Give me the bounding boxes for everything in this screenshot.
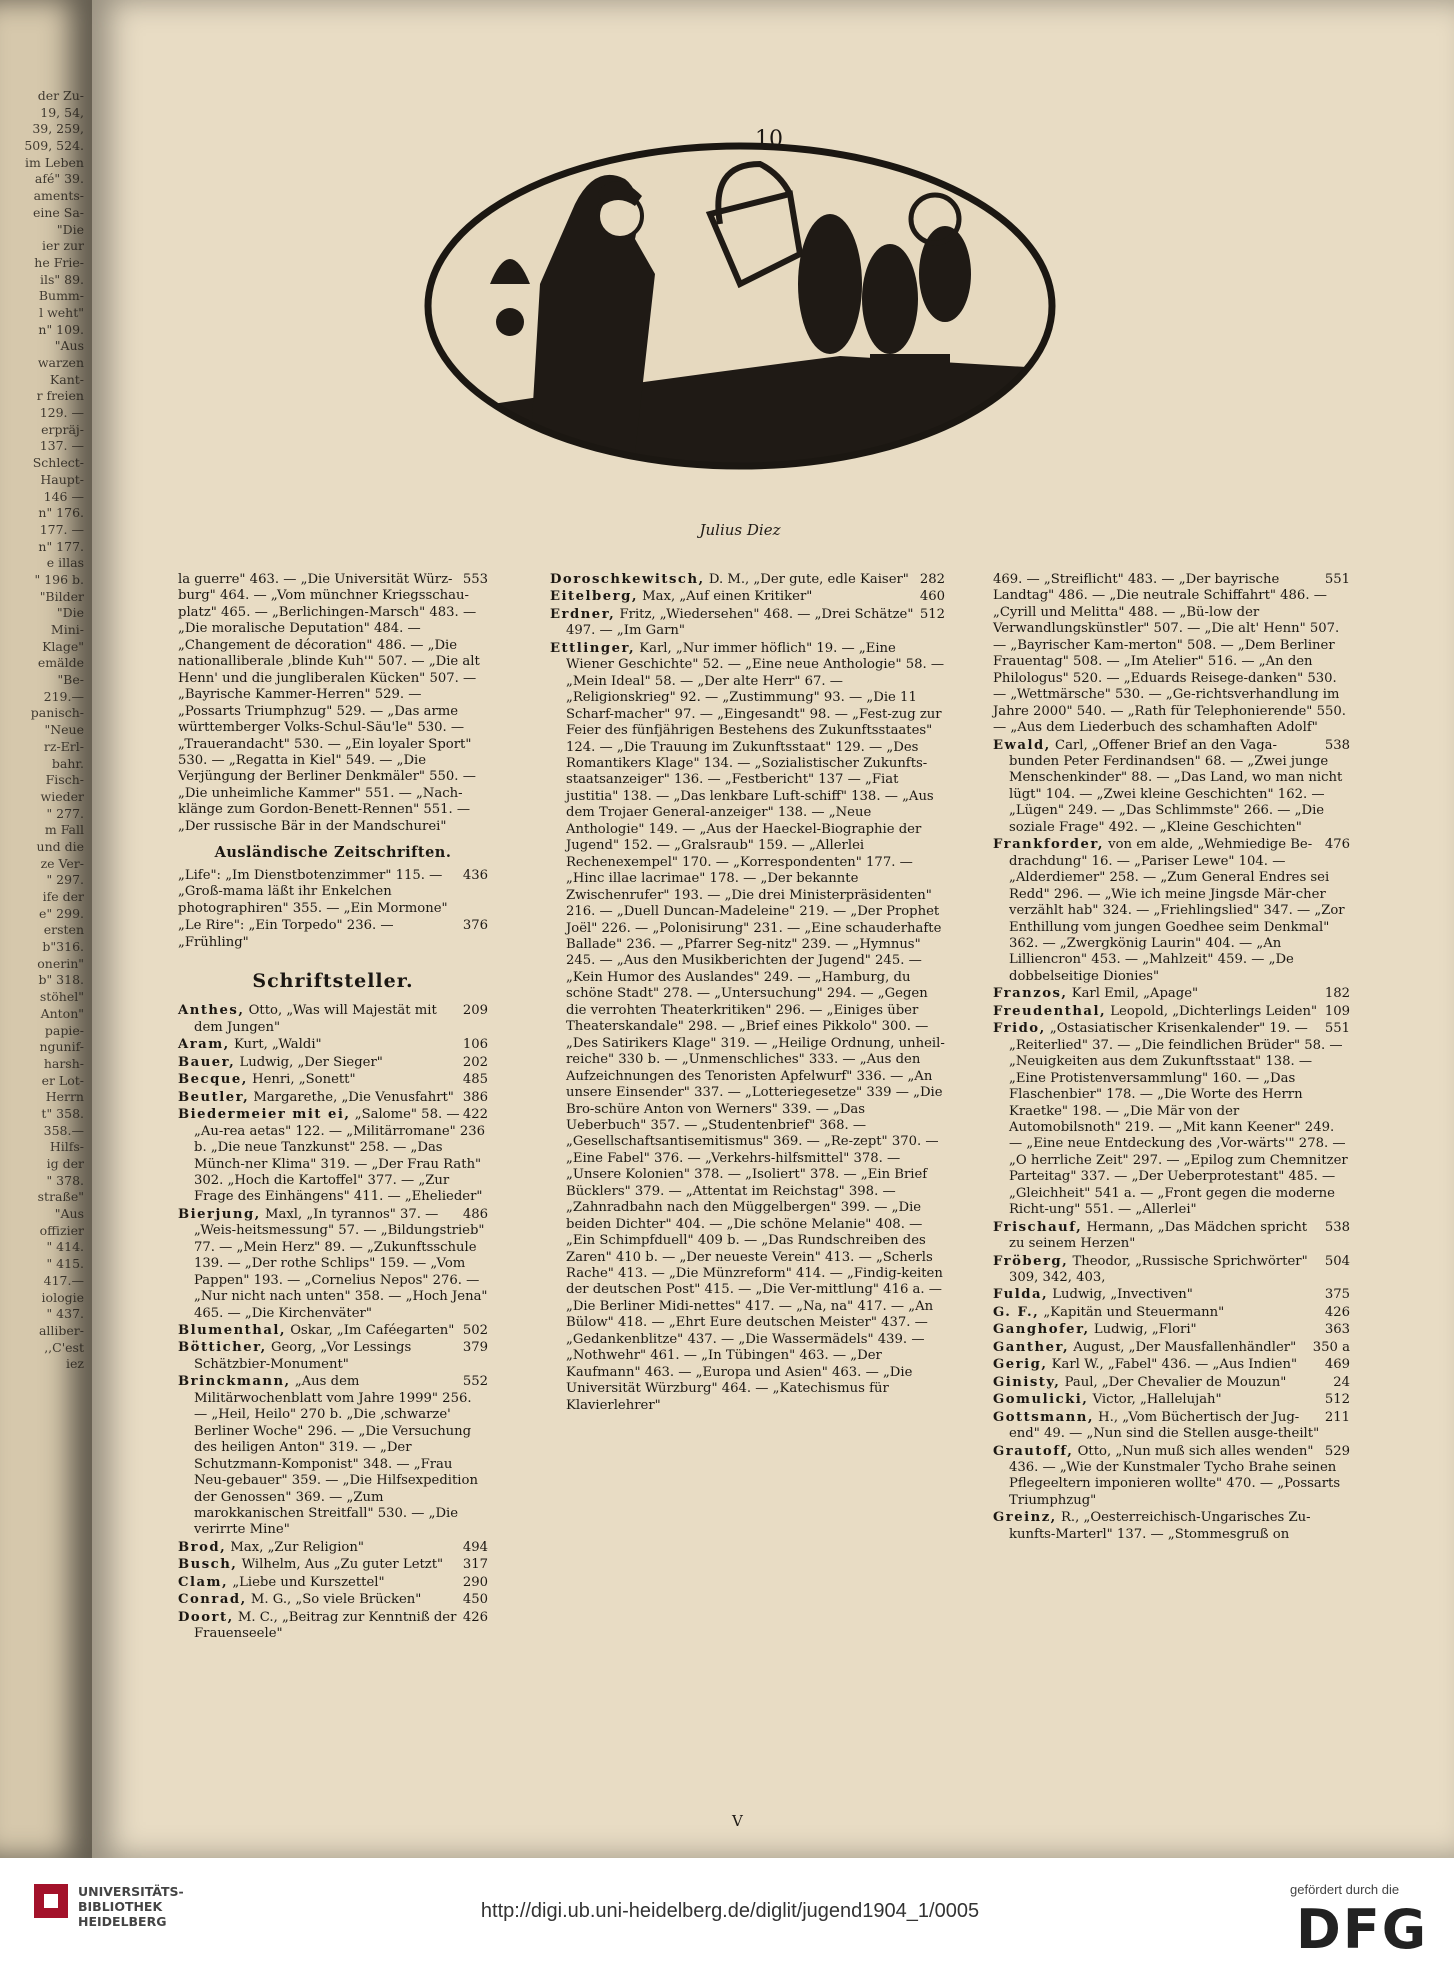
entry-author-name: Franzos, — [993, 986, 1068, 1002]
entry-page-number: 450 — [462, 1592, 488, 1608]
index-entry — [993, 1340, 1350, 1356]
entry-page-number: 538 — [1324, 1219, 1350, 1235]
entry-titles: M. G., „So viele Brücken" — [250, 1592, 422, 1608]
entry-author-name: Becque, — [178, 1072, 248, 1088]
index-entry — [178, 1610, 488, 1643]
entry-titles: Henri, „Sonett" — [252, 1072, 356, 1088]
entry-page-number: 553 — [462, 572, 488, 587]
gutter-fragment: offizier — [39, 1222, 84, 1238]
index-entry — [993, 1392, 1350, 1408]
dfg-logo: DFG — [1296, 1898, 1429, 1961]
gutter-fragment: b"316. — [42, 939, 84, 955]
index-entry — [993, 1410, 1350, 1443]
entry-titles: Leopold, „Dichterlings Leiden" — [1110, 1003, 1318, 1019]
entry-titles: von em alde, „Wehmiedige Be-drachdung" 16. — „Pariser Lewe" 104. — „Alderdiemer" 258. — „Zum General Endres sei Redd" 296. — „Wie ich meine Jingsde Mär-cher verzählt hab" 324. — „Friehlingslied" 347. — „Zor Enthillung vom jungen Goedhee seim Denkmal" 362. — „Zwergkönig Laurin" 404. — „An Lilliencron" 453. — „Mahlzeit" 459. — „De dobbelseitige Dionies" — [1009, 837, 1345, 984]
gutter-fragment: he Frie- — [34, 254, 84, 270]
entry-author-name: Freudenthal, — [993, 1003, 1107, 1019]
entry-author-name: Beutler, — [178, 1089, 250, 1105]
index-entry — [993, 1021, 1350, 1218]
entry-page-number: 512 — [919, 606, 945, 622]
gutter-fragment: e" 299. — [39, 905, 84, 921]
entry-author-name: Gottsmann, — [993, 1409, 1094, 1425]
entry-author-name: G. F., — [993, 1304, 1040, 1320]
entry-titles: Otto, „Was will Majestät mit dem Jungen" — [194, 1003, 437, 1035]
gutter-fragment: ils" 89. — [39, 271, 84, 287]
section-heading-authors: Schriftsteller. — [252, 969, 414, 992]
gutter-fragment: 19, 54, — [40, 104, 84, 120]
entry-author-name: Ganghofer, — [993, 1322, 1090, 1338]
entry-author-name: Bierjung, — [178, 1206, 261, 1222]
index-entry — [178, 1003, 488, 1036]
entry-author-name: Aram, — [178, 1037, 230, 1053]
index-entry — [993, 1305, 1350, 1321]
index-entry — [178, 572, 488, 835]
gutter-fragment: 146 — — [43, 488, 84, 504]
entry-author-name: Frido, — [993, 1021, 1046, 1037]
gutter-fragment: "Aus — [54, 338, 84, 354]
entry-author-name: Grautoff, — [993, 1443, 1074, 1459]
gutter-fragment: 39, 259, — [32, 121, 84, 137]
entry-titles: Ludwig, „Der Sieger" — [239, 1054, 383, 1070]
gutter-fragment: n" 176. — [38, 505, 84, 521]
gutter-fragment: n" 109. — [38, 321, 84, 337]
gutter-fragment: " 415. — [46, 1256, 84, 1272]
entry-titles: „Le Rire": „Ein Torpedo" 236. — „Frühling" — [178, 918, 394, 950]
previous-page-gutter — [0, 0, 92, 1858]
gutter-fragment: panisch- — [30, 705, 84, 721]
gutter-fragment: " 297. — [46, 872, 84, 888]
gutter-fragment: m Fall — [44, 822, 84, 838]
gutter-fragment: ze Ver- — [40, 855, 84, 871]
index-entry — [178, 1055, 488, 1071]
gutter-fragment: " 196 b. — [34, 571, 84, 587]
entry-titles: „Ostasiatischer Krisenkalender" 19. — „Reiterlied" 37. — „Die feindlichen Brüder" 58. — „Neuigkeiten aus dem Zukunftsstaat" 138. — „Eine Protistenversammlung" 160. — „Das Flaschenbier" 178. — „Die Worte des Herrn Kraetke" 198. — „Die Mär von der Automobilsnoth" 219. — „Mit kann Keener" 249. — „Eine neue Entdeckung des ‚Vor-wärts'" 278. — „O herrliche Zeit" 297. — „Epilog zum Chemnitzer Parteitag" 337. — „Der Ueberprotestant" 485. — „Gleichheit" 541 a. — „Front gegen die moderne Richt-ung" 551. — „Allerlei" — [1009, 1021, 1348, 1218]
entry-titles: Georg, „Vor Lessings Schätzbier-Monument" — [194, 1340, 412, 1372]
entry-author-name: Clam, — [178, 1574, 229, 1590]
entry-page-number: 460 — [919, 589, 945, 605]
gutter-fragment: "Neue — [44, 722, 84, 738]
index-entry — [178, 1575, 488, 1591]
index-entry — [993, 1357, 1350, 1373]
gutter-fragment: "Aus — [54, 1206, 84, 1222]
entry-titles: August, „Der Mausfallenhändler" — [1073, 1339, 1297, 1355]
index-column-1 — [178, 572, 488, 1644]
gutter-fragment: "Die — [56, 605, 84, 621]
julius-diez-illustration — [420, 124, 1060, 484]
index-entry — [550, 607, 945, 640]
entry-author-name: Busch, — [178, 1557, 238, 1573]
gutter-fragment: harsh- — [43, 1055, 84, 1071]
index-entry — [550, 641, 945, 1414]
entry-titles: Wilhelm, Aus „Zu guter Letzt" — [241, 1557, 444, 1573]
entry-author-name: Eitelberg, — [550, 589, 638, 605]
entry-author-name: Frischauf, — [993, 1219, 1083, 1235]
gutter-fragment: alliber- — [38, 1322, 84, 1338]
entry-author-name: Brinckmann, — [178, 1374, 291, 1390]
section-heading-foreign-magazines: Ausländische Zeitschriften. — [214, 844, 452, 862]
gutter-fragment: b" 318. — [38, 972, 84, 988]
gutter-fragment: stöhel" — [39, 989, 84, 1005]
entry-author-name: Doort, — [178, 1609, 234, 1625]
index-entry — [550, 572, 945, 588]
entry-author-name: Ewald, — [993, 737, 1051, 753]
index-entry — [178, 1340, 488, 1373]
entry-author-name: Frankforder, — [993, 837, 1104, 853]
index-entry — [178, 1090, 488, 1106]
gutter-fragment: 358.— — [43, 1122, 84, 1138]
entry-page-number: 211 — [1324, 1409, 1350, 1425]
index-entry — [178, 868, 488, 917]
index-entry — [993, 986, 1350, 1002]
entry-page-number: 350 a — [1312, 1339, 1350, 1355]
entry-page-number: 386 — [462, 1089, 488, 1105]
gutter-fragment: Kant- — [49, 371, 84, 387]
gutter-fragment: er Lot- — [41, 1072, 84, 1088]
entry-page-number: 209 — [462, 1003, 488, 1019]
entry-titles: Carl, „Offener Brief an den Vaga-bunden Peter Ferdinandsen" 68. — „Zwei junge Menschenkinder" 88. — „Das Land, wo man nicht lügt" 104. — „Zwei kleine Geschichten" 162. — „Lügen" 249. — „Das Schlimmste" 266. — „Die soziale Frage" 492. — „Kleine Geschichten" — [1009, 737, 1343, 835]
index-entry — [178, 1557, 488, 1573]
entry-titles: H., „Vom Büchertisch der Jug-end" 49. — „Nun sind die Stellen ausge-theilt" — [1009, 1409, 1320, 1442]
entry-titles: Max, „Zur Religion" — [230, 1539, 364, 1555]
gutter-fragment: "Die — [56, 221, 84, 237]
index-entry — [178, 1107, 488, 1206]
entry-author-name: Blumenthal, — [178, 1323, 287, 1339]
gutter-fragment: Herrn — [45, 1089, 84, 1105]
entry-titles: Kurt, „Waldi" — [233, 1037, 322, 1053]
gutter-fragment: "Be- — [57, 672, 84, 688]
entry-page-number: 202 — [462, 1054, 488, 1070]
entry-page-number: 182 — [1324, 986, 1350, 1002]
gutter-fragment: 177. — — [39, 521, 84, 537]
index-entry — [993, 1287, 1350, 1303]
gutter-fragment: n" 177. — [38, 538, 84, 554]
gutter-fragment: Hilfs- — [49, 1139, 84, 1155]
index-entry — [550, 589, 945, 605]
entry-page-number: 436 — [462, 867, 488, 883]
gutter-fragment: ,,C'est — [44, 1339, 84, 1355]
entry-titles: Otto, „Nun muß sich alles wenden" 436. — „Wie der Kunstmaler Tycho Brahe seinen Pflegeeltern imponieren wollte" 470. — „Possarts Triumphzug" — [1009, 1443, 1341, 1508]
entry-titles: Hermann, „Das Mädchen spricht zu seinem Herzen" — [1009, 1219, 1308, 1252]
gutter-fragment: Klage" — [42, 638, 84, 654]
entry-page-number: 551 — [1324, 1021, 1350, 1037]
gutter-fragment: Schlect- — [32, 455, 84, 471]
entry-author-name: Biedermeier mit ei, — [178, 1107, 351, 1123]
entry-titles: „Aus dem Militärwochenblatt vom Jahre 1999" 256. — „Heil, Heilo" 270 b. „Die ‚schwarze' Berliner Woche" 296. — „Die Versuchung des heiligen Anton" 319. — „Der Schutzmann-Komponist" 348. — „Frau Neu-gebauer" 359. — „Die Hilfsexpedition der Genossen" 369. — „Zum marokkanischen Streitfall" 530. — „Die verirrte Mine" — [194, 1374, 478, 1538]
gutter-fragment: im Leben — [25, 154, 84, 170]
entry-page-number: 106 — [462, 1037, 488, 1053]
entry-author-name: Anthes, — [178, 1003, 245, 1019]
index-entry — [993, 1375, 1350, 1391]
entry-titles: M. C., „Beitrag zur Kenntniß der Frauenseele" — [194, 1609, 457, 1642]
entry-author-name: Bauer, — [178, 1054, 236, 1070]
entry-titles: „Kapitän und Steuermann" — [1043, 1304, 1225, 1320]
gutter-fragment: onerin" — [37, 955, 84, 971]
entry-titles: D. M., „Der gute, edle Kaiser" — [708, 572, 909, 587]
entry-author-name: Erdner, — [550, 606, 616, 622]
illustration-signature: 10 — [755, 127, 783, 152]
entry-author-name: Ganther, — [993, 1339, 1070, 1355]
index-entry — [993, 738, 1350, 837]
entry-page-number: 24 — [1333, 1374, 1350, 1390]
entry-page-number: 469 — [1324, 1357, 1350, 1373]
index-entry — [178, 1592, 488, 1608]
gutter-fragment: e illas — [46, 555, 84, 571]
gutter-fragment: rz-Erl- — [43, 738, 84, 754]
entry-page-number: 363 — [1324, 1322, 1350, 1338]
entry-author-name: Ginisty, — [993, 1374, 1061, 1390]
gutter-fragment: und die — [36, 838, 84, 854]
index-entry — [993, 837, 1350, 985]
entry-page-number: 486 — [462, 1206, 488, 1222]
index-entry — [178, 1207, 488, 1322]
gutter-fragment: 219.— — [43, 688, 84, 704]
entry-page-number: 375 — [1324, 1287, 1350, 1303]
illustration-caption: Julius Diez — [699, 521, 781, 539]
gutter-fragment: ife der — [42, 889, 84, 904]
entry-page-number: 426 — [462, 1609, 488, 1625]
gutter-fragment: bahr. — [51, 755, 84, 771]
page-number: V — [732, 1812, 743, 1830]
gutter-fragment: t" 358. — [41, 1105, 84, 1121]
gutter-fragment: " 277. — [46, 805, 84, 821]
gutter-fragment: ier zur — [42, 238, 84, 254]
entry-page-number: 317 — [462, 1557, 488, 1573]
gutter-fragment: emälde — [37, 655, 84, 671]
index-column-2 — [550, 572, 945, 1415]
entry-author-name: Fröberg, — [993, 1253, 1069, 1269]
entry-author-name: Gomulicki, — [993, 1392, 1089, 1408]
entry-page-number: 485 — [462, 1072, 488, 1088]
gutter-fragment: Anton" — [40, 1005, 84, 1021]
index-entry — [993, 1254, 1350, 1287]
entry-author-name: Greinz, — [993, 1510, 1057, 1526]
entry-page-number: 504 — [1324, 1253, 1350, 1269]
gutter-fragment: " 437. — [46, 1306, 84, 1322]
gutter-fragment: ersten — [43, 922, 84, 938]
entry-titles: Karl Emil, „Apage" — [1071, 986, 1199, 1002]
gutter-fragment: iologie — [41, 1289, 84, 1305]
index-column-3 — [993, 572, 1350, 1544]
gutter-fragment: 129. — — [39, 405, 84, 421]
entry-page-number: 551 — [1324, 572, 1350, 587]
gutter-fragment: "Bilder — [39, 588, 84, 604]
entry-author-name: Fulda, — [993, 1287, 1049, 1303]
entry-titles: Karl W., „Fabel" 436. — „Aus Indien" — [1051, 1357, 1298, 1373]
entry-page-number: 109 — [1324, 1003, 1350, 1019]
gutter-fragment: r freien — [36, 388, 84, 404]
entry-page-number: 529 — [1324, 1443, 1350, 1459]
entry-titles: Victor, „Hallelujah" — [1092, 1392, 1222, 1408]
entry-author-name: Conrad, — [178, 1592, 247, 1608]
gutter-fragment: papie- — [44, 1022, 84, 1038]
entry-titles: 469. — „Streiflicht" 483. — „Der bayrische Landtag" 486. — „Die neutrale Schiffahrt" 486. — „Cyrill und Melitta" 488. — „Bü-low der Verwandlungskünstler" 507. — „Die alt' Henn" 507. — „Bayrischer Kam-merton" 508. — „Dem Berliner Frauentag" 508. — „Im Atelier" 516. — „An den Philologus" 520. — „Eduards Reisege-danken" 530. — „Wettmärsche" 530. — „Ge-richtsverhandlung im Jahre 2000" 540. — „Rath für Telephonierende" 550. — „Aus dem Liederbuch des schamhaften Adolf" — [993, 572, 1346, 736]
gutter-fragment: 417.— — [43, 1272, 84, 1288]
index-entry — [993, 1322, 1350, 1338]
entry-titles: Margarethe, „Die Venusfahrt" — [253, 1089, 454, 1105]
gutter-fragment: erpräj- — [41, 421, 84, 437]
index-entry — [178, 1037, 488, 1053]
gutter-fragment: 137. — — [39, 438, 84, 454]
gutter-fragment: l weht" — [39, 304, 84, 320]
sponsor-text: gefördert durch die — [1290, 1882, 1400, 1897]
gutter-fragment: iez — [66, 1356, 84, 1372]
entry-page-number: 290 — [462, 1574, 488, 1590]
entry-author-name: Bötticher, — [178, 1340, 267, 1356]
entry-titles: Max, „Auf einen Kritiker" — [642, 589, 813, 605]
gutter-fragment: straße" — [37, 1189, 84, 1205]
entry-titles: Maxl, „In tyrannos" 37. — „Weis-heitsmessung" 57. — „Bildungstrieb" 77. — „Mein Herz" 89. — „Zukunftsschule 139. — „Der rothe Schlips" 159. — „Vom Pappen" 193. — „Cornelius Nepos" 276. — „Nur nicht nach unten" 358. — „Hoch Jena" 465. — „Die Kirchenväter" — [194, 1206, 488, 1321]
entry-titles: Ludwig, „Invectiven" — [1052, 1287, 1193, 1303]
index-entry — [178, 1323, 488, 1339]
index-entry — [993, 1004, 1350, 1020]
source-url[interactable]: http://digi.ub.uni-heidelberg.de/diglit/jugend1904_1/0005 — [480, 1900, 980, 1922]
gutter-fragment: " 378. — [46, 1172, 84, 1188]
gutter-fragment: wieder — [40, 788, 84, 804]
gutter-fragment: Haupt- — [40, 471, 84, 487]
entry-titles: Ludwig, „Flori" — [1093, 1322, 1197, 1338]
library-name: UNIVERSITÄTS- BIBLIOTHEK HEIDELBERG — [78, 1884, 184, 1929]
entry-page-number: 494 — [462, 1539, 488, 1555]
entry-page-number: 376 — [462, 918, 488, 934]
entry-page-number: 552 — [462, 1374, 488, 1390]
gutter-text-fragments — [20, 88, 84, 1373]
index-entry — [993, 1444, 1350, 1510]
entry-titles: Fritz, „Wiedersehen" 468. — „Drei Schätze" 497. — „Im Garn" — [566, 606, 914, 639]
entry-titles: Karl, „Nur immer höflich" 19. — „Eine Wiener Geschichte" 52. — „Eine neue Anthologie" 58. — „Mein Ideal" 58. — „Der alte Herr" 67. — „Religionskrieg" 92. — „Zustimmung" 93. — „Die 11 Scharf-macher" 97. — „Eingesandt" 98. — „Fest-zug zur Feier des fünfjährigen Bestehens des Zukunftsstaates" 124. — „Die Trauung im Zukunftsstaat" 129. — „Des Romantikers Klage" 134. — „Sozialistischer Zukunfts-staatsanzeiger" 136. — „Festbericht" 137 — „Fiat justitia" 138. — „Das lenkbare Luft-schiff" 138. — „Aus dem Trojaer General-anzeiger" 138. — „Neue Anthologie" 149. — „Aus der Haeckel-Biographie der Jugend" 152. — „Gralsraub" 159. — „Allerlei Rechenexempel" 170. — „Korrespondenten" 177. — „Hinc illae lacrimae" 178. — „Der bekannte Zwischenrufer" 193. — „Die drei Ministerpräsidenten" 216. — „Duell Duncan-Madeleine" 219. — „Der Prophet Joël" 226. — „Polonisirung" 231. — „Eine schauderhafte Ballade" 236. — „Pfarrer Seg-nitz" 239. — „Hymnus" 245. — „Aus den Musikberichten der Jugend" 245. — „Kein Humor des Auslandes" 249. — „Hamburg, du schöne Stadt" 278. — „Untersuchung" 294. — „Gegen die verrohten Theaterkritiken" 296. — „Einiges über Theaterskandale" 298. — „Brief eines Pikkolo" 300. — „Des Satirikers Klage" 319. — „Heilige Ordnung, unheil-reiche" 330 b. — „Unmenschliches" 333. — „Aus den Aufzeichnungen des Tenoristen Apfelwurf" 336. — „An unsere Einsender" 337. — „Lotteriegesetze" 339 — „Die Bro-schüre Anton von Werners" 339. — „Das Ueberbuch" 357. — „Studentenbrief" 368. — „Gesellschaftsantisemitismus" 369. — „Re-zept" 370. — „Eine Fabel" 376. — „Verkehrs-hilfsmittel" 378. — „Unsere Kolonien" 378. — „Isoliert" 378. — „Ein Brief Bücklers" 379. — „Attentat im Reichstag" 398. — „Zahnradbahn nach den Müggelbergen" 399. — „Die beiden Dichter" 404. — „Die schöne Melanie" 408. — „Ein Schimpfduell" 409 b. — „Das Rundschreiben des Zaren" 410 b. — „Der neueste Verein" 413. — „Scherls Rache" 413. — „Die Münzreform" 414. — „Findig-keiten der deutschen Post" 415. — „Die Ver-mittlung" 416 a. — „Die Berliner Midi-nettes" 417. — „Na, na" 417. — „An Bülow" 418. — „Ehrt Eure deutschen Meister" 437. — „Gedankenblitze" 437. — „Die Wassermädels" 439. — „Nothwehr" 461. — „In Tübingen" 463. — „Der Kaufmann" 463. — „Europa und Asien" 463. — „Die Universität Würzburg" 464. — „Katechismus für Klavierlehrer" — [566, 640, 945, 1413]
entry-page-number: 512 — [1324, 1392, 1350, 1408]
entry-author-name: Ettlinger, — [550, 640, 636, 656]
entry-titles: Theodor, „Russische Sprichwörter" 309, 342, 403, — [1009, 1253, 1308, 1286]
entry-titles: R., „Oesterreichisch-Ungarisches Zu-kunfts-Marterl" 137. — „Stommesgruß on — [1009, 1510, 1311, 1542]
gutter-fragment: Mini- — [50, 622, 84, 637]
index-entry — [993, 572, 1350, 737]
entry-page-number: 538 — [1324, 737, 1350, 753]
gutter-fragment: eine Sa- — [32, 204, 84, 220]
entry-author-name: Brod, — [178, 1539, 227, 1555]
index-entry — [178, 1072, 488, 1088]
index-entry — [993, 1220, 1350, 1253]
gutter-fragment: ngunif- — [39, 1039, 84, 1055]
entry-page-number: 282 — [919, 572, 945, 587]
gutter-fragment: Bumm- — [38, 288, 84, 304]
entry-page-number: 476 — [1324, 837, 1350, 853]
gutter-fragment: Fisch- — [45, 772, 84, 788]
entry-titles: la guerre" 463. — „Die Universität Würz-burg" 464. — „Vom münchner Kriegsschau-platz" 465. — „Berlichingen-Marsch" 483. — „Die moralische Deputation" 484. — „Changement de décoration" 486. — „Die nationalliberale ‚blinde Kuh'" 507. — „Die alt Henn' und die jungliberalen Kücken" 507. — „Bayrische Kammer-Herren" 529. — „Possarts Triumphzug" 529. — „Das arme württemberger Volks-Schul-Säu'le" 530. — „Trauerandacht" 530. — „Ein loyaler Sport" 530. — „Regatta in Kiel" 549. — „Die Verjüngung der Berliner Denkmäler" 550. — „Die unheimliche Kammer" 551. — „Nach-klänge zum Gordon-Benett-Rennen" 551. — „Der russische Bär in der Mandschurei" — [178, 572, 480, 834]
entry-titles: „Life": „Im Dienstbotenzimmer" 115. — „Groß-mama läßt ihr Enkelchen photographiren" 355. — „Ein Mormone" — [178, 867, 448, 916]
entry-titles: Oskar, „Im Caféegarten" — [290, 1323, 455, 1339]
entry-titles: „Liebe und Kurszettel" — [232, 1574, 385, 1590]
entry-page-number: 422 — [462, 1107, 488, 1123]
gutter-fragment: afé" 39. — [34, 171, 84, 187]
gutter-fragment: aments- — [33, 188, 84, 204]
entry-titles: Paul, „Der Chevalier de Mouzun" — [1064, 1374, 1287, 1390]
entry-page-number: 502 — [462, 1323, 488, 1339]
gutter-fragment: " 414. — [46, 1239, 84, 1255]
gutter-fragment: warzen — [37, 355, 84, 370]
index-entry — [178, 1374, 488, 1539]
entry-page-number: 426 — [1324, 1304, 1350, 1320]
gutter-fragment: der Zu- — [37, 88, 84, 103]
index-entry — [178, 1540, 488, 1556]
digitization-footer — [0, 1858, 1454, 1971]
index-entry — [993, 1510, 1350, 1543]
index-entry — [178, 918, 488, 951]
entry-page-number: 379 — [462, 1340, 488, 1356]
entry-titles: „Salome" 58. — „Au-rea aetas" 122. — „Militärromane" 236 b. „Die neue Tanzkunst" 258. — „Das Münch-ner Klima" 319. — „Der Frau Rath" 302. „Hoch die Kartoffel" 377. — „Zur Frage des Einhängens" 411. — „Ehelieder" — [194, 1107, 486, 1205]
entry-author-name: Gerig, — [993, 1357, 1048, 1373]
entry-author-name: Doroschkewitsch, — [550, 572, 705, 587]
gutter-fragment: ig der — [46, 1156, 84, 1171]
gutter-fragment: 509, 524. — [24, 138, 84, 154]
